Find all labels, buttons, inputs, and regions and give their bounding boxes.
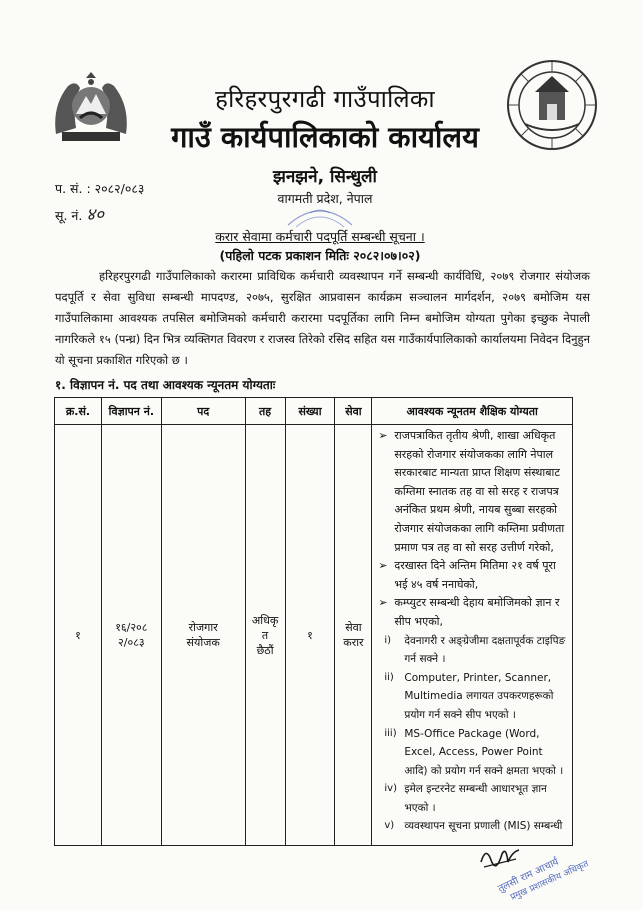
qualification-item [378,594,568,631]
sub-item [378,780,568,817]
ad-number-line1: १६/२०८ [115,621,148,634]
cell-service [335,425,372,846]
post-line1: रोजगार [188,621,218,634]
patra-sankhya-value: २०८२/०८३ [94,181,145,196]
service-line1: सेवा [345,621,362,634]
section-heading: १. विज्ञापन नं. पद तथा आवश्यक न्यूनतम योग्यताः [55,378,276,392]
cell-post [161,425,245,846]
sub-item [378,669,568,725]
nepal-emblem-icon [50,70,132,148]
qualification-text: कम्प्युटर सम्बन्धी देहाय बमोजिमको ज्ञान र सीप भएको, [394,596,560,628]
municipality-seal-icon [505,58,599,152]
stamp-line1: तुलसी राम आचार्य [496,856,561,895]
header-level: तह [245,398,285,425]
qualification-text: दरखास्त दिने अन्तिम मितिमा २१ वर्ष पूरा भई ४५ वर्ष ननाघेको, [394,559,556,591]
cell-count: १ [285,425,335,846]
municipality-name: हरिहरपुरगढी गाउँपालिका [215,85,435,113]
sub-item-text: देवनागरी र अङ्ग्रेजीमा दक्षतापूर्वक टाइपिङ गर्न सक्ने । [404,634,566,666]
signature-icon [478,842,522,872]
sub-item-marker: ii) [384,671,394,683]
service-line2: करार [343,636,364,649]
province-name: वागमती प्रदेश, नेपाल [277,191,373,206]
sub-item-marker: v) [384,820,395,832]
arrow-bullet-icon: ➢ [378,596,388,610]
office-name: गाउँ कार्यपालिकाको कार्यालय [171,120,479,154]
header-serial: क्र.सं. [55,398,102,425]
table-row [55,425,573,846]
header-service: सेवा [335,398,372,425]
dispatch-stamp-icon [280,195,360,231]
post-line2: संयोजक [186,636,220,649]
patra-sankhya [55,180,144,197]
qualification-text: राजपत्राकित तृतीय श्रेणी, शाखा अधिकृत सरहको रोजगार संयोजकका लागि नेपाल सरकारबाट मान्यता प्राप्त शिक्षण संस्थाबाट कम्तिमा स्नातक तह वा सो सरह र राजपत्र अनंकित प्रथम श्रेणी, नायब सुब्बा सरहको रोजगार संयोजकका लागि कम्तिमा प्रवीणता प्रमाण पत्र तह वा सो सरह उत्तीर्ण गरेको, [394,429,565,554]
cell-level [245,425,285,846]
level-line3: छैठौं [256,643,274,657]
chalani-number [55,202,104,225]
header-ad-number: विज्ञापन नं. [101,398,161,425]
table-header-row [55,398,573,425]
sub-item-text: Computer, Printer, Scanner, Multimedia लगायत उपकरणहरूको प्रयोग गर्न सक्ने सीप भएको । [404,671,554,721]
sub-item-text: व्यवस्थापन सूचना प्रणाली (MIS) सम्बन्धी [404,820,563,833]
chalani-number-value: ४० [86,205,104,225]
sub-item [378,725,568,781]
header-qualification: आवश्यक न्यूनतम शैक्षिक योग्यता [372,398,573,425]
patra-sankhya-label: प. सं. : [55,181,91,196]
arrow-bullet-icon: ➢ [378,559,388,573]
arrow-bullet-icon: ➢ [378,429,388,442]
stamp-line2: प्रमुख प्रशासकीय अधिकृत [509,859,591,902]
notice-title: करार सेवामा कर्मचारी पदपूर्ति सम्बन्धी सूचना । [215,229,425,244]
level-line2: त [261,628,269,642]
cell-serial: १ [55,425,102,846]
chalani-number-label: सू. नं. [55,208,83,223]
qualification-item [378,557,568,594]
level-line1: अधिकृ [251,613,279,627]
sub-item [378,632,568,669]
sub-item-text: इमेल इन्टरनेट सम्बन्धी आधारभूत ज्ञान भएको । [404,783,547,814]
qualification-item [378,427,568,557]
header-count: संख्या [285,398,335,425]
notice-body: हरिहरपुरगढी गाउँपालिकाको करारमा प्राविधिक कर्मचारी व्यवस्थापन गर्ने सम्बन्धी कार्यविधि, २०७९ रोजगार संयोजक पदपूर्ति र सेवा सुविधा सम्बन्धी मापदण्ड, २०७५, सुरक्षित आप्रवासन कार्यक्रम सञ्चालन मार्गदर्शन, २०७९ बमोजिम यस गाउँपालिकामा आवश्यक तपसिल बमोजिमको कर्मचारी करारमा पदपूर्तिका लागि निम्न बमोजिम योग्यता पुगेका इच्छुक नेपाली नागरिकले १५ (पन्ध्र) दिन भित्र व्यक्तिगत विवरण र राजस्व तिरेको रसिद सहित यस गाउँकार्यपालिकाको कार्यालयमा निवेदन दिनुहुन यो सूचना प्रकाशित गरिएको छ । [55,269,590,367]
sub-item-text: MS-Office Package (Word, Excel, Access, Power Point आदि) को प्रयोग गर्न सक्ने क्षमता भएको । [404,727,564,777]
office-location: झनझने, सिन्धुली [273,167,377,187]
sub-item-marker: iv) [384,783,397,795]
requirements-table [54,397,573,846]
sub-item-marker: i) [384,634,392,646]
cell-ad-number [101,425,161,846]
header-post: पद [161,398,245,425]
ad-number-line2: २/०८३ [118,636,145,649]
publication-date: (पहिलो पटक प्रकाशन मितिः २०८२।०७।०२) [219,248,421,263]
cell-qualification [372,425,573,846]
sub-item-marker: iii) [384,727,397,739]
